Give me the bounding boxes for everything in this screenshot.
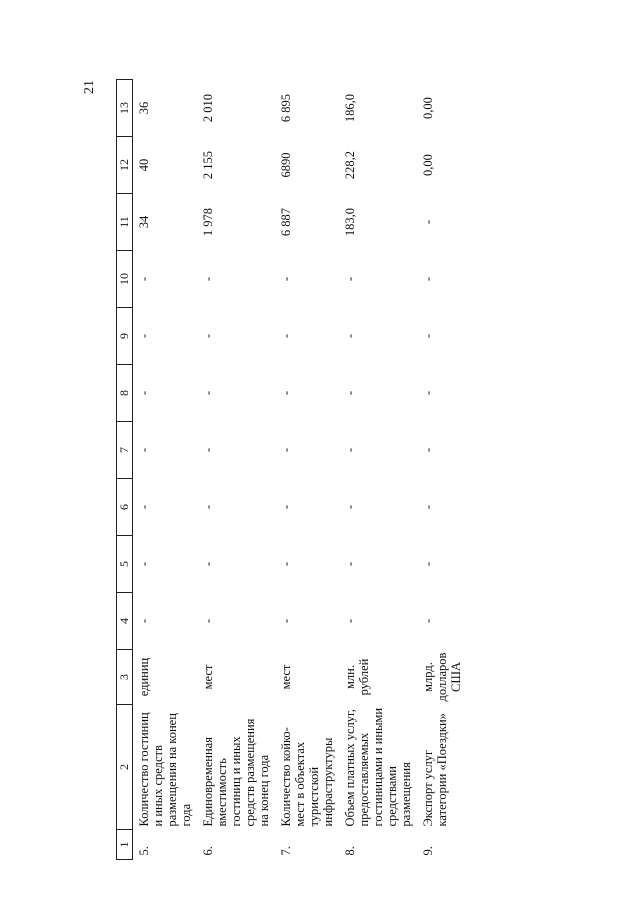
col-header-12: 12 — [117, 137, 133, 194]
statistics-table — [116, 79, 473, 860]
row-number: 7. — [279, 846, 293, 856]
value-cell: - — [421, 447, 435, 453]
indicator-name: Единовременная вместимость гостиниц и иных средств размещения на конец года — [201, 718, 271, 827]
value-cell: - — [343, 618, 357, 624]
table-row — [339, 80, 417, 860]
value-cell: - — [343, 333, 357, 339]
col-header-5: 5 — [117, 536, 133, 593]
table-row — [275, 80, 339, 860]
value-cell: 6890 — [279, 152, 293, 178]
value-cell: 2 155 — [201, 150, 215, 180]
value-cell: - — [201, 390, 215, 396]
value-cell: 183,0 — [343, 207, 357, 237]
col-header-7: 7 — [117, 422, 133, 479]
table-row — [133, 80, 198, 860]
table-row — [417, 80, 473, 860]
table-row — [197, 80, 275, 860]
value-cell: 6 895 — [279, 93, 293, 123]
value-cell: - — [279, 390, 293, 396]
indicator-name: Объем платных услуг, предоставляемых гостиницами и иными средствами размещения — [343, 707, 413, 827]
value-cell: - — [279, 561, 293, 567]
value-cell: - — [137, 561, 151, 567]
row-number: 9. — [421, 846, 435, 856]
value-cell: - — [279, 618, 293, 624]
unit: мест — [201, 664, 215, 690]
value-cell: - — [137, 333, 151, 339]
value-cell: 228,2 — [343, 150, 357, 180]
unit: млрд. долларов США — [421, 652, 463, 702]
value-cell: - — [421, 276, 435, 282]
value-cell: 6 887 — [279, 207, 293, 237]
value-cell: - — [343, 561, 357, 567]
value-cell: - — [201, 447, 215, 453]
value-cell: - — [421, 333, 435, 339]
page-number: 21 — [82, 80, 97, 94]
value-cell: - — [421, 618, 435, 624]
col-header-9: 9 — [117, 308, 133, 365]
col-header-8: 8 — [117, 365, 133, 422]
unit: единиц — [137, 657, 151, 697]
rotated-table-container — [116, 80, 461, 860]
value-cell: - — [201, 618, 215, 624]
value-cell: 2 010 — [201, 93, 215, 123]
value-cell: - — [279, 504, 293, 510]
value-cell: 186,0 — [343, 93, 357, 123]
value-cell: - — [137, 618, 151, 624]
row-number: 5. — [137, 846, 151, 856]
indicator-name: Количество койко-мест в объектах туристской инфраструктуры — [279, 727, 335, 827]
value-cell: - — [421, 219, 435, 225]
value-cell: - — [137, 390, 151, 396]
value-cell: - — [201, 276, 215, 282]
value-cell: - — [201, 561, 215, 567]
value-cell: - — [201, 333, 215, 339]
value-cell: 0,00 — [421, 154, 435, 176]
value-cell: - — [279, 276, 293, 282]
value-cell: 34 — [137, 215, 151, 229]
value-cell: 40 — [137, 158, 151, 172]
value-cell: - — [421, 390, 435, 396]
value-cell: - — [137, 504, 151, 510]
row-number: 8. — [343, 846, 357, 856]
col-header-3: 3 — [117, 650, 133, 705]
value-cell: - — [343, 447, 357, 453]
value-cell: - — [343, 504, 357, 510]
value-cell: - — [343, 390, 357, 396]
col-header-6: 6 — [117, 479, 133, 536]
value-cell: - — [343, 276, 357, 282]
value-cell: - — [137, 276, 151, 282]
indicator-name: Количество гостиниц и иных средств размещения на конец года — [137, 712, 193, 827]
value-cell: - — [421, 504, 435, 510]
value-cell: - — [421, 561, 435, 567]
col-header-13: 13 — [117, 80, 133, 137]
header-row — [117, 80, 133, 860]
value-cell: - — [201, 504, 215, 510]
unit: млн. рублей — [343, 658, 371, 696]
col-header-1: 1 — [117, 830, 133, 860]
col-header-11: 11 — [117, 194, 133, 251]
value-cell: - — [279, 447, 293, 453]
col-header-10: 10 — [117, 251, 133, 308]
value-cell: - — [137, 447, 151, 453]
indicator-name: Экспорт услуг категории «Поездки» — [421, 713, 449, 827]
value-cell: 1 978 — [201, 207, 215, 237]
value-cell: 36 — [137, 101, 151, 115]
value-cell: - — [279, 333, 293, 339]
row-number: 6. — [201, 846, 215, 856]
col-header-2: 2 — [117, 705, 133, 830]
value-cell: 0,00 — [421, 97, 435, 119]
unit: мест — [279, 664, 293, 690]
col-header-4: 4 — [117, 593, 133, 650]
